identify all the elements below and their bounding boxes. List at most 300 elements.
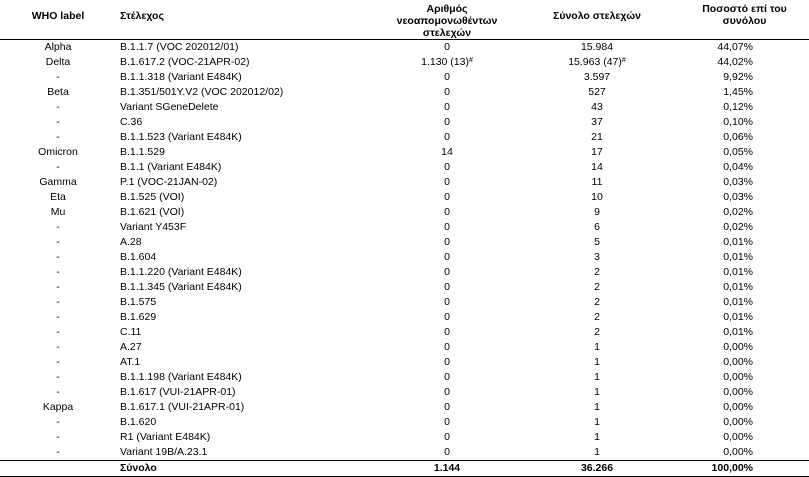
total-strains-cell-text: 1 xyxy=(594,431,600,443)
percentage-cell xyxy=(680,145,809,160)
strain-cell xyxy=(116,70,380,85)
who-label-cell xyxy=(0,115,116,130)
strain-cell xyxy=(116,385,380,400)
percentage-cell-text: 0,00% xyxy=(723,431,753,443)
percentage-cell xyxy=(680,310,809,325)
percentage-cell-text: 0,01% xyxy=(723,311,753,323)
who-label-cell-text: - xyxy=(56,236,60,248)
strain-cell-text: Variant 19B/A.23.1 xyxy=(120,446,208,458)
who-label-cell xyxy=(0,445,116,461)
percentage-cell xyxy=(680,280,809,295)
who-label-cell xyxy=(0,205,116,220)
percentage-cell-text: 0,01% xyxy=(723,296,753,308)
strain-cell xyxy=(116,370,380,385)
total-strains-cell-text: 6 xyxy=(594,221,600,233)
header-new-isolates-line1: Αριθμός νεοαπομονωθέντων xyxy=(396,3,498,27)
strain-cell-text: B.1.1.198 (Variant E484K) xyxy=(120,371,242,383)
new-isolates-cell xyxy=(380,325,514,340)
table-row xyxy=(0,340,809,355)
percentage-cell-text: 0,01% xyxy=(723,281,753,293)
who-label-cell-text: - xyxy=(56,101,60,113)
who-label-cell xyxy=(0,220,116,235)
who-label-cell xyxy=(0,130,116,145)
table-row xyxy=(0,325,809,340)
table-body xyxy=(0,40,809,461)
total-strains-cell-text: 527 xyxy=(588,86,606,98)
footnote-marker: # xyxy=(621,57,626,64)
new-isolates-cell xyxy=(380,415,514,430)
strain-cell xyxy=(116,250,380,265)
new-isolates-cell-text: 0 xyxy=(444,386,450,398)
new-isolates-cell xyxy=(380,370,514,385)
table-row xyxy=(0,100,809,115)
total-strains-cell xyxy=(514,385,680,400)
who-label-cell-text: - xyxy=(56,71,60,83)
percentage-cell xyxy=(680,55,809,70)
strain-cell xyxy=(116,415,380,430)
header-total-strains: Σύνολο στελεχών xyxy=(553,10,641,22)
new-isolates-cell xyxy=(380,385,514,400)
footnote-marker: # xyxy=(468,57,473,64)
percentage-cell xyxy=(680,100,809,115)
percentage-cell xyxy=(680,115,809,130)
strain-cell-text: B.1.604 xyxy=(120,251,157,263)
total-strains-cell-text: 2 xyxy=(594,266,600,278)
percentage-cell-text: 0,00% xyxy=(723,386,753,398)
who-label-cell-text: Eta xyxy=(50,191,66,203)
new-isolates-cell-text: 0 xyxy=(444,71,450,83)
total-strains-cell xyxy=(514,430,680,445)
new-isolates-cell-text: 0 xyxy=(444,401,450,413)
new-isolates-cell xyxy=(380,115,514,130)
strain-cell-text: B.1.1.318 (Variant E484K) xyxy=(120,71,242,83)
new-isolates-cell xyxy=(380,250,514,265)
who-label-cell xyxy=(0,355,116,370)
strain-cell-text: B.1.617.2 (VOC-21APR-02) xyxy=(120,56,250,68)
new-isolates-cell xyxy=(380,160,514,175)
percentage-cell-text: 1,45% xyxy=(723,86,753,98)
percentage-cell xyxy=(680,415,809,430)
strain-cell-text: Variant Y453F xyxy=(120,221,187,233)
total-strains-cell-text: 5 xyxy=(594,236,600,248)
percentage-cell xyxy=(680,40,809,56)
percentage-cell-text: 0,03% xyxy=(723,191,753,203)
who-label-cell xyxy=(0,415,116,430)
who-label-cell-text: - xyxy=(56,371,60,383)
who-label-cell xyxy=(0,145,116,160)
table-row xyxy=(0,385,809,400)
new-isolates-cell-text: 0 xyxy=(444,296,450,308)
who-label-cell-text: - xyxy=(56,221,60,233)
percentage-cell xyxy=(680,235,809,250)
who-label-cell-text: - xyxy=(56,386,60,398)
percentage-cell xyxy=(680,295,809,310)
who-label-cell xyxy=(0,85,116,100)
total-strains-cell-text: 3.597 xyxy=(583,71,611,83)
total-strains-cell xyxy=(514,160,680,175)
who-label-cell xyxy=(0,250,116,265)
new-isolates-cell xyxy=(380,100,514,115)
new-isolates-cell-text: 0 xyxy=(444,326,450,338)
percentage-cell-text: 0,04% xyxy=(723,161,753,173)
table-row xyxy=(0,205,809,220)
table-row xyxy=(0,145,809,160)
who-label-cell-text: - xyxy=(56,356,60,368)
percentage-cell xyxy=(680,370,809,385)
who-label-cell-text: Mu xyxy=(50,206,66,218)
strain-cell-text: B.1.1.523 (Variant E484K) xyxy=(120,131,242,143)
who-label-cell xyxy=(0,100,116,115)
new-isolates-cell-text: 0 xyxy=(444,236,450,248)
who-label-cell-text: - xyxy=(56,431,60,443)
percentage-cell-text: 0,01% xyxy=(723,266,753,278)
who-label-cell-text: Alpha xyxy=(44,41,72,53)
table-row xyxy=(0,400,809,415)
table-row xyxy=(0,40,809,56)
strain-cell xyxy=(116,280,380,295)
new-isolates-cell xyxy=(380,430,514,445)
total-strains-cell-text: 1 xyxy=(594,401,600,413)
total-strains-cell-text: 2 xyxy=(594,326,600,338)
strain-cell-text: C.36 xyxy=(120,116,143,128)
total-strains-cell xyxy=(514,325,680,340)
percentage-cell-text: 0,10% xyxy=(723,116,753,128)
percentage-cell xyxy=(680,250,809,265)
total-strains-cell xyxy=(514,250,680,265)
strain-cell xyxy=(116,115,380,130)
who-label-cell-text: - xyxy=(56,326,60,338)
new-isolates-cell xyxy=(380,205,514,220)
header-percentage-line1: Ποσοστό επί του xyxy=(702,3,787,15)
strain-cell-text: B.1.1.220 (Variant E484K) xyxy=(120,266,242,278)
percentage-cell xyxy=(680,190,809,205)
new-isolates-cell xyxy=(380,235,514,250)
new-isolates-cell xyxy=(380,190,514,205)
new-isolates-cell xyxy=(380,400,514,415)
percentage-cell xyxy=(680,400,809,415)
strain-cell xyxy=(116,355,380,370)
new-isolates-cell xyxy=(380,220,514,235)
percentage-cell-text: 0,02% xyxy=(723,221,753,233)
who-label-cell-text: - xyxy=(56,281,60,293)
table-row xyxy=(0,430,809,445)
percentage-cell xyxy=(680,265,809,280)
new-isolates-cell-text: 0 xyxy=(444,356,450,368)
table-row xyxy=(0,355,809,370)
percentage-cell-text: 0,01% xyxy=(723,236,753,248)
percentage-cell xyxy=(680,85,809,100)
new-isolates-cell-text: 0 xyxy=(444,191,450,203)
totals-new-isolates: 1.144 xyxy=(380,461,514,477)
percentage-cell-text: 0,00% xyxy=(723,401,753,413)
total-strains-cell xyxy=(514,115,680,130)
total-strains-cell-text: 1 xyxy=(594,416,600,428)
who-label-cell xyxy=(0,70,116,85)
total-strains-cell xyxy=(514,205,680,220)
percentage-cell xyxy=(680,205,809,220)
table-row xyxy=(0,130,809,145)
total-strains-cell xyxy=(514,280,680,295)
percentage-cell xyxy=(680,430,809,445)
new-isolates-cell-text: 0 xyxy=(444,116,450,128)
table-row xyxy=(0,250,809,265)
new-isolates-cell-text: 0 xyxy=(444,266,450,278)
new-isolates-cell xyxy=(380,310,514,325)
new-isolates-cell-text: 0 xyxy=(444,341,450,353)
strain-cell xyxy=(116,55,380,70)
strain-cell xyxy=(116,445,380,461)
total-strains-cell xyxy=(514,415,680,430)
strain-cell xyxy=(116,235,380,250)
new-isolates-cell xyxy=(380,145,514,160)
total-strains-cell xyxy=(514,235,680,250)
strain-cell xyxy=(116,130,380,145)
new-isolates-cell xyxy=(380,130,514,145)
strain-cell xyxy=(116,205,380,220)
percentage-cell xyxy=(680,160,809,175)
who-label-cell-text: - xyxy=(56,116,60,128)
table-row xyxy=(0,280,809,295)
strain-cell xyxy=(116,310,380,325)
strain-cell-text: B.1.1.7 (VOC 202012/01) xyxy=(120,41,239,53)
table-row xyxy=(0,85,809,100)
total-strains-cell-text: 1 xyxy=(594,341,600,353)
percentage-cell-text: 0,00% xyxy=(723,341,753,353)
percentage-cell xyxy=(680,130,809,145)
strain-cell-text: R1 (Variant E484K) xyxy=(120,431,211,443)
strain-cell xyxy=(116,85,380,100)
total-strains-cell-text: 2 xyxy=(594,296,600,308)
header-new-isolates-line2: στελεχών xyxy=(422,27,472,39)
strain-cell xyxy=(116,340,380,355)
percentage-cell-text: 44,02% xyxy=(717,56,753,68)
total-strains-cell-text: 17 xyxy=(591,146,603,158)
header-percentage xyxy=(680,0,809,40)
strain-cell-text: AT.1 xyxy=(120,356,141,368)
total-strains-cell-text: 15.984 xyxy=(580,41,614,53)
who-label-cell xyxy=(0,280,116,295)
strain-cell xyxy=(116,175,380,190)
percentage-cell xyxy=(680,340,809,355)
who-label-cell-text: - xyxy=(56,311,60,323)
total-strains-cell xyxy=(514,340,680,355)
total-strains-cell xyxy=(514,70,680,85)
strain-cell-text: B.1.1 (Variant E484K) xyxy=(120,161,222,173)
header-new-isolates xyxy=(380,0,514,40)
total-strains-cell xyxy=(514,175,680,190)
strain-cell-text: B.1.617 (VUI-21APR-01) xyxy=(120,386,236,398)
strain-cell xyxy=(116,295,380,310)
percentage-cell-text: 0,00% xyxy=(723,416,753,428)
new-isolates-cell-text: 0 xyxy=(444,41,450,53)
table-row xyxy=(0,115,809,130)
header-row xyxy=(0,0,809,40)
header-who-label: WHO label xyxy=(31,10,85,22)
table-row xyxy=(0,190,809,205)
totals-total-strains: 36.266 xyxy=(514,461,680,477)
strain-cell xyxy=(116,190,380,205)
total-strains-cell-text: 15.963 (47) xyxy=(568,56,622,68)
table-row xyxy=(0,55,809,70)
table-row xyxy=(0,445,809,461)
total-strains-cell-text: 11 xyxy=(591,176,603,188)
new-isolates-cell-text: 14 xyxy=(441,146,453,158)
new-isolates-cell-text: 0 xyxy=(444,431,450,443)
who-label-cell xyxy=(0,325,116,340)
total-strains-cell-text: 10 xyxy=(591,191,603,203)
who-label-cell-text: - xyxy=(56,266,60,278)
table-row xyxy=(0,370,809,385)
new-isolates-cell-text: 0 xyxy=(444,251,450,263)
new-isolates-cell-text: 0 xyxy=(444,416,450,428)
who-label-cell xyxy=(0,340,116,355)
who-label-cell xyxy=(0,295,116,310)
strain-cell xyxy=(116,325,380,340)
new-isolates-cell-text: 0 xyxy=(444,86,450,98)
total-strains-cell-text: 3 xyxy=(594,251,600,263)
who-label-cell xyxy=(0,310,116,325)
table-row xyxy=(0,295,809,310)
percentage-cell-text: 0,00% xyxy=(723,371,753,383)
strain-cell-text: B.1.629 xyxy=(120,311,157,323)
strain-cell-text: A.27 xyxy=(120,341,142,353)
strain-cell-text: C.11 xyxy=(120,326,142,338)
table-row xyxy=(0,175,809,190)
percentage-cell-text: 0,01% xyxy=(723,326,753,338)
strain-cell xyxy=(116,100,380,115)
strain-cell xyxy=(116,160,380,175)
percentage-cell xyxy=(680,445,809,461)
header-strain: Στέλεχος xyxy=(120,10,164,22)
total-strains-cell xyxy=(514,100,680,115)
new-isolates-cell-text: 0 xyxy=(444,371,450,383)
who-label-cell-text: Beta xyxy=(47,86,69,98)
new-isolates-cell-text: 0 xyxy=(444,206,450,218)
table-row xyxy=(0,265,809,280)
totals-label: Σύνολο xyxy=(116,461,380,477)
percentage-cell-text: 0,12% xyxy=(723,101,753,113)
new-isolates-cell xyxy=(380,340,514,355)
total-strains-cell-text: 37 xyxy=(591,116,603,128)
total-strains-cell-text: 9 xyxy=(594,206,600,218)
total-strains-cell-text: 2 xyxy=(594,281,600,293)
strain-cell-text: B.1.1.345 (Variant E484K) xyxy=(120,281,242,293)
total-strains-cell xyxy=(514,265,680,280)
strain-cell-text: B.1.575 xyxy=(120,296,157,308)
strain-cell-text: B.1.1.529 xyxy=(120,146,165,158)
strain-cell-text: B.1.525 (VOI) xyxy=(120,191,185,203)
header-percentage-line2: συνόλου xyxy=(722,15,767,27)
total-strains-cell xyxy=(514,40,680,56)
strain-cell xyxy=(116,220,380,235)
new-isolates-cell xyxy=(380,295,514,310)
who-label-cell-text: - xyxy=(56,161,60,173)
total-strains-cell xyxy=(514,55,680,70)
total-strains-cell xyxy=(514,220,680,235)
new-isolates-cell-text: 0 xyxy=(444,101,450,113)
who-label-cell xyxy=(0,385,116,400)
new-isolates-cell-text: 0 xyxy=(444,311,450,323)
who-label-cell-text: - xyxy=(56,131,60,143)
table-row xyxy=(0,160,809,175)
total-strains-cell xyxy=(514,190,680,205)
strain-cell-text: B.1.351/501Y.V2 (VOC 202012/02) xyxy=(120,86,284,98)
total-strains-cell-text: 1 xyxy=(594,356,600,368)
who-label-cell-text: Kappa xyxy=(42,401,74,413)
total-strains-cell xyxy=(514,310,680,325)
percentage-cell-text: 0,02% xyxy=(723,206,753,218)
percentage-cell-text: 0,00% xyxy=(723,356,753,368)
percentage-cell xyxy=(680,355,809,370)
strain-cell-text: B.1.620 xyxy=(120,416,157,428)
who-label-cell-text: Omicron xyxy=(38,146,78,158)
total-strains-cell-text: 1 xyxy=(594,446,600,458)
percentage-cell-text: 0,03% xyxy=(723,176,753,188)
total-strains-cell-text: 21 xyxy=(591,131,603,143)
who-label-cell xyxy=(0,40,116,56)
who-label-cell xyxy=(0,235,116,250)
total-strains-cell xyxy=(514,85,680,100)
percentage-cell xyxy=(680,220,809,235)
totals-percentage: 100,00% xyxy=(680,461,809,477)
percentage-cell xyxy=(680,70,809,85)
new-isolates-cell xyxy=(380,355,514,370)
new-isolates-cell xyxy=(380,40,514,56)
percentage-cell-text: 0,01% xyxy=(723,251,753,263)
table-row xyxy=(0,220,809,235)
strain-cell-text: P.1 (VOC-21JAN-02) xyxy=(120,176,218,188)
new-isolates-cell-text: 0 xyxy=(444,161,450,173)
who-label-cell xyxy=(0,190,116,205)
strain-cell-text: A.28 xyxy=(120,236,142,248)
total-strains-cell xyxy=(514,355,680,370)
total-strains-cell xyxy=(514,295,680,310)
new-isolates-cell-text: 1.130 (13) xyxy=(421,56,469,68)
who-label-cell xyxy=(0,160,116,175)
percentage-cell-text: 0,00% xyxy=(723,446,753,458)
new-isolates-cell-text: 0 xyxy=(444,176,450,188)
total-strains-cell-text: 14 xyxy=(591,161,603,173)
total-strains-cell-text: 2 xyxy=(594,311,600,323)
new-isolates-cell-text: 0 xyxy=(444,446,450,458)
total-strains-cell xyxy=(514,445,680,461)
total-strains-cell xyxy=(514,400,680,415)
total-strains-cell xyxy=(514,145,680,160)
who-label-cell xyxy=(0,55,116,70)
percentage-cell xyxy=(680,175,809,190)
who-label-cell-text: Gamma xyxy=(39,176,77,188)
strain-cell xyxy=(116,265,380,280)
total-strains-cell-text: 43 xyxy=(591,101,603,113)
who-label-cell-text: - xyxy=(56,341,60,353)
strain-cell xyxy=(116,430,380,445)
who-label-cell xyxy=(0,265,116,280)
who-label-cell xyxy=(0,430,116,445)
who-label-cell-text: - xyxy=(56,446,60,458)
total-strains-cell-text: 1 xyxy=(594,371,600,383)
percentage-cell xyxy=(680,385,809,400)
new-isolates-cell-text: 0 xyxy=(444,221,450,233)
percentage-cell-text: 9,92% xyxy=(723,71,753,83)
percentage-cell xyxy=(680,325,809,340)
new-isolates-cell xyxy=(380,265,514,280)
new-isolates-cell xyxy=(380,280,514,295)
strain-cell xyxy=(116,145,380,160)
strain-cell-text: B.1.617.1 (VUI-21APR-01) xyxy=(120,401,245,413)
who-label-cell-text: - xyxy=(56,296,60,308)
new-isolates-cell-text: 0 xyxy=(444,131,450,143)
strain-cell-text: B.1.621 (VOI) xyxy=(120,206,185,218)
